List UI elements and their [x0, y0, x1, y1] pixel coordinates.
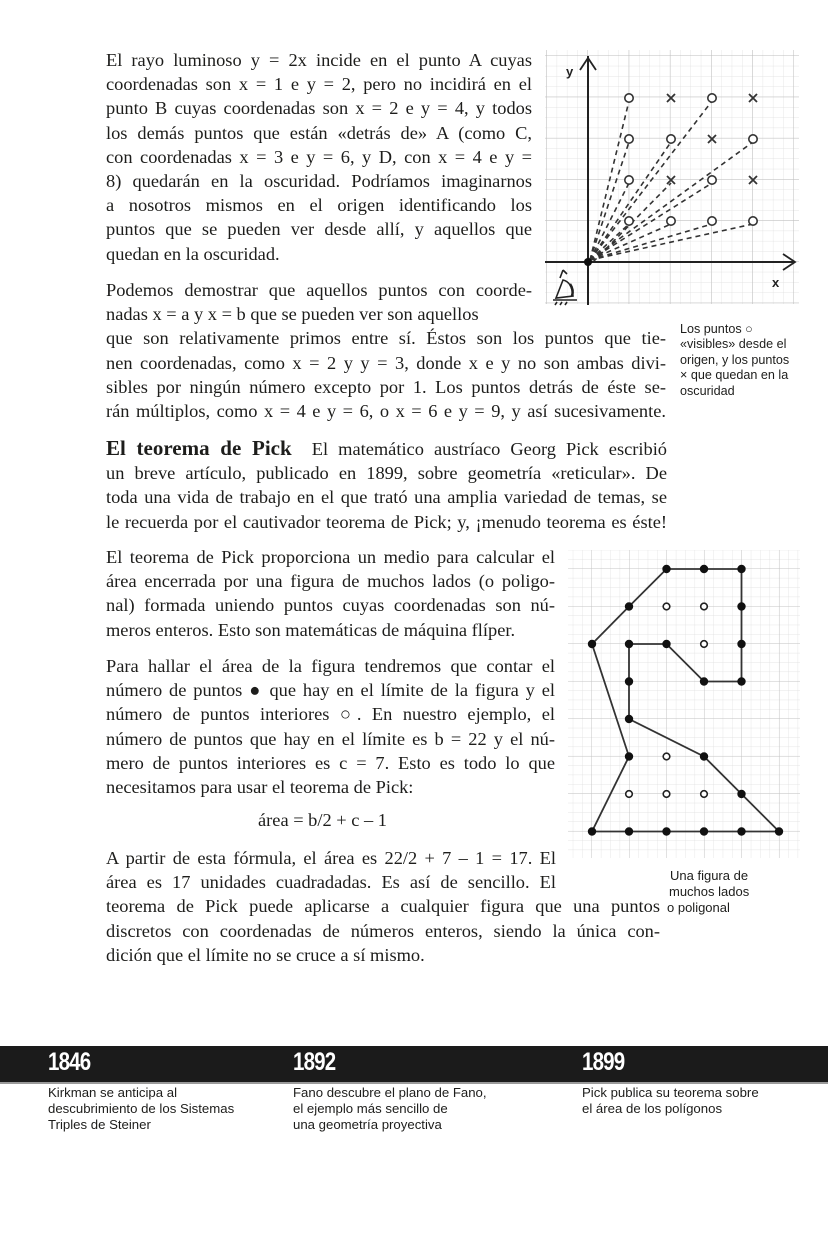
pick-polygon-figure [568, 548, 802, 860]
text-line: le recuerda por el cautivador teorema de Pick; y, ¡menudo teorema es éste! [106, 511, 667, 532]
text-line: que son relativamente primos entre sí. Éstos son los puntos que tie- [106, 328, 666, 349]
caption-line: «visibles» desde el [680, 337, 787, 352]
paragraph-counting-points [106, 654, 555, 799]
text-line: punto B cuyas coordenadas son x = 2 e y = 4, y todos [106, 98, 532, 119]
event-line: descubrimiento de los Sistemas [48, 1101, 235, 1117]
text-line: a nosotros mismos en el origen identificando los [106, 195, 532, 216]
timeline-bar [0, 1046, 828, 1082]
caption-line: oscuridad [680, 383, 735, 398]
timeline-year-1892: 1892 [293, 1048, 336, 1076]
y-axis-label: y [566, 64, 574, 79]
text-run: El matemático austríaco Georg Pick escribió [311, 439, 667, 459]
event-line: Triples de Steiner [48, 1117, 151, 1133]
text-line: toda una vida de trabajo en el que trató una amplia variedad de temas, se [106, 487, 667, 508]
text-line: área encerrada por una figura de muchos lados (o poligo- [106, 571, 555, 592]
caption-line: Una figura de [670, 868, 749, 883]
section-heading: El teorema de Pick [106, 436, 292, 460]
timeline-divider [0, 1082, 828, 1084]
text-line: nal) formada uniendo puntos cuyas coordenadas son nú- [106, 595, 555, 616]
text-line: un breve artículo, publicado en 1899, sobre geometría «reticular». De [106, 463, 667, 484]
text-line: Para hallar el área de la figura tendremos que contar el [106, 656, 555, 676]
x-axis-label: x [772, 275, 780, 290]
text-line: número de puntos ● que hay en el límite de la figura y el [106, 680, 555, 701]
paragraph-pick-description [106, 545, 555, 642]
pick-formula: área = b/2 + c – 1 [258, 810, 387, 830]
caption-line: Los puntos ○ [680, 322, 753, 336]
timeline-year-1846: 1846 [48, 1048, 91, 1076]
text-line: A partir de esta fórmula, el área es 22/2 + 7 – 1 = 17. El [106, 848, 556, 868]
paragraph-light-ray [106, 48, 532, 266]
figure2-caption [669, 868, 789, 916]
text-line: meros enteros. Esto son matemáticas de máquina flíper. [106, 619, 516, 640]
timeline-year-1899: 1899 [582, 1048, 625, 1076]
text-line: área es 17 unidades cuadradadas. Es así de sencillo. El [106, 872, 556, 893]
event-line: el área de los polígonos [582, 1101, 723, 1117]
caption-line: × que quedan en la [680, 368, 789, 383]
origin-point [584, 258, 592, 266]
event-line: el ejemplo más sencillo de [293, 1101, 448, 1117]
timeline-event-1899 [582, 1085, 759, 1117]
text-line: El rayo luminoso y = 2x incide en el punto A cuyas [106, 50, 532, 70]
text-line: Podemos demostrar que aquellos puntos con coorde- [106, 280, 532, 300]
text-line: El teorema de Pick proporciona un medio para calcular el [106, 547, 555, 567]
text-line: dición que el límite no se cruce a sí mismo. [106, 944, 425, 965]
text-line: los demás puntos que están «detrás de» A (como C, [106, 122, 532, 143]
timeline-event-1892 [293, 1085, 487, 1134]
text-line: coordenadas son x = 1 e y = 2, pero no incidirá en el [106, 74, 532, 95]
text-line: discretos con coordenadas de números enteros, siendo la única con- [106, 920, 660, 941]
figure1-caption [680, 322, 825, 399]
visible-points-figure [545, 48, 801, 306]
text-line: teorema de Pick puede aplicarse a cualquier figura que una puntos [106, 896, 660, 917]
event-line: Pick publica su teorema sobre [582, 1085, 759, 1100]
caption-line: muchos lados [669, 884, 750, 899]
paragraph-area-result [106, 846, 660, 967]
text-line: 8) quedarán en la oscuridad. Podríamos imaginarnos [106, 171, 532, 192]
text-line: número de puntos que hay en el límite es b = 22 y el nú- [106, 728, 555, 749]
text-line: nadas x = a y x = b que se pueden ver son aquellos [106, 304, 479, 325]
event-line: una geometría proyectiva [293, 1117, 442, 1133]
pick-theorem-intro [106, 436, 667, 534]
text-line: nen coordenadas, como x = 2 y y = 3, donde x e y no son ambas divi- [106, 352, 666, 373]
event-line: Kirkman se anticipa al [48, 1085, 178, 1100]
event-line: Fano descubre el plano de Fano, [293, 1085, 487, 1100]
text-line: necesitamos para usar el teorema de Pick: [106, 777, 414, 798]
caption-line: o poligonal [667, 900, 730, 915]
text-line: quedan en la oscuridad. [106, 243, 280, 264]
caption-line: origen, y los puntos [680, 352, 790, 367]
text-line [106, 436, 667, 461]
text-line: puntos que se pueden ver desde allí, y aquellos que [106, 219, 532, 240]
text-line: rán múltiplos, como x = 4 e y = 6, o x = 6 e y = 9, y así sucesivamente. [106, 401, 666, 422]
text-line: número de puntos interiores ○. En nuestro ejemplo, el [106, 704, 555, 725]
text-line: con coordenadas x = 3 e y = 6, y D, con x = 4 e y = [106, 146, 532, 167]
text-line: mero de puntos interiores es c = 7. Esto es todo lo que [106, 752, 555, 773]
text-line: sibles por ningún número excepto por 1. Los puntos detrás de éste se- [106, 376, 666, 397]
timeline-event-1846 [48, 1085, 234, 1134]
